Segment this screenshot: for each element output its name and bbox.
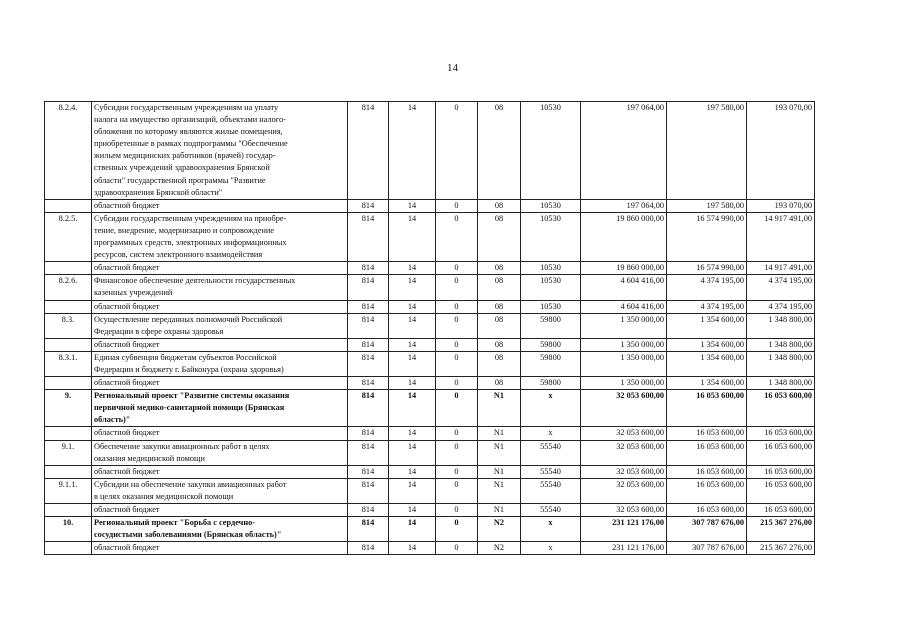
row-program-code: 14 bbox=[389, 517, 436, 542]
row-program-code: 14 bbox=[389, 313, 436, 338]
row-section-code: 08 bbox=[478, 313, 521, 338]
row-subprogram-code: 0 bbox=[436, 542, 478, 555]
row-subprogram-code: 0 bbox=[436, 427, 478, 440]
row-program-code: 14 bbox=[389, 102, 436, 200]
row-code bbox=[45, 377, 92, 390]
row-gr-code: 814 bbox=[348, 212, 389, 261]
row-direction-code: x bbox=[521, 542, 581, 555]
budget-table bbox=[44, 101, 815, 555]
row-section-code: 08 bbox=[478, 275, 521, 300]
row-amount-year2: 16 574 990,00 bbox=[667, 262, 747, 275]
row-code bbox=[45, 300, 92, 313]
row-amount-year3: 16 053 600,00 bbox=[747, 478, 815, 503]
row-amount-year1: 19 860 000,00 bbox=[581, 212, 667, 261]
row-program-code: 14 bbox=[389, 427, 436, 440]
row-direction-code: 10530 bbox=[521, 199, 581, 212]
row-section-code: N1 bbox=[478, 390, 521, 427]
row-amount-year2: 16 053 600,00 bbox=[667, 390, 747, 427]
row-gr-code: 814 bbox=[348, 377, 389, 390]
table-row bbox=[45, 465, 815, 478]
row-code bbox=[45, 465, 92, 478]
row-amount-year2: 1 354 600,00 bbox=[667, 351, 747, 376]
row-direction-code: 55540 bbox=[521, 440, 581, 465]
row-amount-year2: 16 053 600,00 bbox=[667, 478, 747, 503]
row-amount-year1: 197 064,00 bbox=[581, 102, 667, 200]
row-amount-year2: 4 374 195,00 bbox=[667, 275, 747, 300]
row-gr-code: 814 bbox=[348, 504, 389, 517]
row-direction-code: 59800 bbox=[521, 338, 581, 351]
row-amount-year2: 16 053 600,00 bbox=[667, 504, 747, 517]
row-name: Региональный проект "Развитие системы оказания первичной медико-санитарной помощи (Брянская область)" bbox=[92, 390, 348, 427]
row-program-code: 14 bbox=[389, 338, 436, 351]
row-name: областной бюджет bbox=[92, 338, 348, 351]
row-name: областной бюджет bbox=[92, 427, 348, 440]
row-gr-code: 814 bbox=[348, 390, 389, 427]
row-section-code: 08 bbox=[478, 377, 521, 390]
table-row bbox=[45, 212, 815, 261]
row-code: 9.1.1. bbox=[45, 478, 92, 503]
table-row bbox=[45, 478, 815, 503]
row-code bbox=[45, 542, 92, 555]
budget-table-body bbox=[45, 102, 815, 555]
table-row bbox=[45, 504, 815, 517]
table-row bbox=[45, 427, 815, 440]
row-amount-year1: 32 053 600,00 bbox=[581, 390, 667, 427]
row-direction-code: 59800 bbox=[521, 313, 581, 338]
table-row bbox=[45, 440, 815, 465]
row-amount-year1: 231 121 176,00 bbox=[581, 517, 667, 542]
row-amount-year1: 1 350 000,00 bbox=[581, 338, 667, 351]
row-subprogram-code: 0 bbox=[436, 465, 478, 478]
row-direction-code: x bbox=[521, 390, 581, 427]
row-amount-year2: 1 354 600,00 bbox=[667, 377, 747, 390]
row-subprogram-code: 0 bbox=[436, 212, 478, 261]
row-subprogram-code: 0 bbox=[436, 102, 478, 200]
row-name: областной бюджет bbox=[92, 262, 348, 275]
row-subprogram-code: 0 bbox=[436, 262, 478, 275]
row-amount-year3: 16 053 600,00 bbox=[747, 390, 815, 427]
row-amount-year1: 32 053 600,00 bbox=[581, 427, 667, 440]
row-section-code: 08 bbox=[478, 351, 521, 376]
row-subprogram-code: 0 bbox=[436, 351, 478, 376]
row-gr-code: 814 bbox=[348, 465, 389, 478]
table-row bbox=[45, 102, 815, 200]
row-amount-year3: 215 367 276,00 bbox=[747, 517, 815, 542]
row-name: Субсидии государственным учреждениям на уплату налога на имущество организаций, объектами налого- обложения по которому являются жилые помещения, приобретенные в рамках подпрограммы "Обеспечение жильем медицинских работников (врачей) государ- ственных учреждений здравоохранения Брянской области" государственной программы "Развитие здравоохранения Брянской области" bbox=[92, 102, 348, 200]
row-amount-year3: 1 348 800,00 bbox=[747, 338, 815, 351]
row-amount-year1: 1 350 000,00 bbox=[581, 377, 667, 390]
row-name: Финансовое обеспечение деятельности государственных казенных учреждений bbox=[92, 275, 348, 300]
row-amount-year2: 4 374 195,00 bbox=[667, 300, 747, 313]
row-program-code: 14 bbox=[389, 377, 436, 390]
row-direction-code: x bbox=[521, 427, 581, 440]
row-gr-code: 814 bbox=[348, 440, 389, 465]
row-code: 9. bbox=[45, 390, 92, 427]
row-code: 8.2.4. bbox=[45, 102, 92, 200]
row-name: Субсидии на обеспечение закупки авиационных работ в целях оказания медицинской помощи bbox=[92, 478, 348, 503]
row-amount-year2: 307 787 676,00 bbox=[667, 517, 747, 542]
row-name: Обеспечение закупки авиационных работ в целях оказания медицинской помощи bbox=[92, 440, 348, 465]
row-amount-year3: 1 348 800,00 bbox=[747, 313, 815, 338]
row-gr-code: 814 bbox=[348, 262, 389, 275]
row-section-code: N2 bbox=[478, 542, 521, 555]
row-section-code: 08 bbox=[478, 199, 521, 212]
row-program-code: 14 bbox=[389, 351, 436, 376]
row-name: областной бюджет bbox=[92, 465, 348, 478]
row-amount-year2: 197 580,00 bbox=[667, 199, 747, 212]
row-subprogram-code: 0 bbox=[436, 300, 478, 313]
row-code bbox=[45, 427, 92, 440]
row-amount-year3: 16 053 600,00 bbox=[747, 504, 815, 517]
row-section-code: N2 bbox=[478, 517, 521, 542]
row-program-code: 14 bbox=[389, 275, 436, 300]
row-amount-year3: 1 348 800,00 bbox=[747, 351, 815, 376]
row-direction-code: 10530 bbox=[521, 212, 581, 261]
row-name: Региональный проект "Борьба с сердечно- сосудистыми заболеваниями (Брянская область)" bbox=[92, 517, 348, 542]
row-name: областной бюджет bbox=[92, 199, 348, 212]
row-amount-year2: 197 580,00 bbox=[667, 102, 747, 200]
row-section-code: N1 bbox=[478, 440, 521, 465]
row-direction-code: 55540 bbox=[521, 478, 581, 503]
table-row bbox=[45, 199, 815, 212]
row-amount-year1: 1 350 000,00 bbox=[581, 351, 667, 376]
row-gr-code: 814 bbox=[348, 275, 389, 300]
table-row bbox=[45, 517, 815, 542]
table-row bbox=[45, 313, 815, 338]
row-amount-year3: 193 070,00 bbox=[747, 102, 815, 200]
row-section-code: 08 bbox=[478, 300, 521, 313]
row-name: Субсидии государственным учреждениям на приобре- тение, внедрение, модернизацию и сопровождение программных средств, электронных информационных ресурсов, систем электронного взаимодействия bbox=[92, 212, 348, 261]
row-amount-year3: 193 070,00 bbox=[747, 199, 815, 212]
row-section-code: 08 bbox=[478, 102, 521, 200]
row-section-code: N1 bbox=[478, 427, 521, 440]
row-section-code: 08 bbox=[478, 212, 521, 261]
row-amount-year3: 16 053 600,00 bbox=[747, 440, 815, 465]
row-program-code: 14 bbox=[389, 300, 436, 313]
row-amount-year1: 19 860 000,00 bbox=[581, 262, 667, 275]
row-code: 8.3.1. bbox=[45, 351, 92, 376]
row-amount-year2: 16 053 600,00 bbox=[667, 427, 747, 440]
row-program-code: 14 bbox=[389, 465, 436, 478]
row-name: областной бюджет bbox=[92, 300, 348, 313]
row-subprogram-code: 0 bbox=[436, 478, 478, 503]
table-row bbox=[45, 351, 815, 376]
row-direction-code: 59800 bbox=[521, 351, 581, 376]
row-amount-year1: 197 064,00 bbox=[581, 199, 667, 212]
row-amount-year3: 1 348 800,00 bbox=[747, 377, 815, 390]
row-amount-year3: 14 917 491,00 bbox=[747, 212, 815, 261]
row-gr-code: 814 bbox=[348, 351, 389, 376]
row-code: 8.2.5. bbox=[45, 212, 92, 261]
row-code bbox=[45, 262, 92, 275]
table-row bbox=[45, 275, 815, 300]
row-name: областной бюджет bbox=[92, 504, 348, 517]
row-code bbox=[45, 199, 92, 212]
row-amount-year2: 307 787 676,00 bbox=[667, 542, 747, 555]
row-gr-code: 814 bbox=[348, 427, 389, 440]
row-code bbox=[45, 338, 92, 351]
row-amount-year3: 215 367 276,00 bbox=[747, 542, 815, 555]
row-code bbox=[45, 504, 92, 517]
row-subprogram-code: 0 bbox=[436, 504, 478, 517]
row-direction-code: x bbox=[521, 517, 581, 542]
row-subprogram-code: 0 bbox=[436, 440, 478, 465]
row-gr-code: 814 bbox=[348, 338, 389, 351]
row-gr-code: 814 bbox=[348, 102, 389, 200]
row-program-code: 14 bbox=[389, 199, 436, 212]
row-amount-year2: 16 053 600,00 bbox=[667, 465, 747, 478]
row-subprogram-code: 0 bbox=[436, 377, 478, 390]
row-direction-code: 55540 bbox=[521, 504, 581, 517]
row-section-code: 08 bbox=[478, 338, 521, 351]
row-direction-code: 59800 bbox=[521, 377, 581, 390]
table-row bbox=[45, 300, 815, 313]
row-name: Единая субвенция бюджетам субъектов Российской Федерации и бюджету г. Байконура (охрана здоровья) bbox=[92, 351, 348, 376]
row-amount-year1: 4 604 416,00 bbox=[581, 275, 667, 300]
row-amount-year3: 4 374 195,00 bbox=[747, 275, 815, 300]
row-program-code: 14 bbox=[389, 504, 436, 517]
table-row bbox=[45, 542, 815, 555]
row-gr-code: 814 bbox=[348, 478, 389, 503]
row-amount-year3: 16 053 600,00 bbox=[747, 427, 815, 440]
page-number: 14 bbox=[447, 62, 458, 74]
row-program-code: 14 bbox=[389, 212, 436, 261]
row-amount-year1: 1 350 000,00 bbox=[581, 313, 667, 338]
row-amount-year2: 1 354 600,00 bbox=[667, 338, 747, 351]
row-name: областной бюджет bbox=[92, 377, 348, 390]
row-code: 8.2.6. bbox=[45, 275, 92, 300]
row-subprogram-code: 0 bbox=[436, 517, 478, 542]
row-direction-code: 10530 bbox=[521, 275, 581, 300]
row-amount-year3: 4 374 195,00 bbox=[747, 300, 815, 313]
row-section-code: 08 bbox=[478, 262, 521, 275]
row-subprogram-code: 0 bbox=[436, 199, 478, 212]
row-gr-code: 814 bbox=[348, 313, 389, 338]
row-amount-year1: 4 604 416,00 bbox=[581, 300, 667, 313]
row-gr-code: 814 bbox=[348, 542, 389, 555]
row-amount-year1: 32 053 600,00 bbox=[581, 504, 667, 517]
row-direction-code: 10530 bbox=[521, 102, 581, 200]
table-row bbox=[45, 262, 815, 275]
row-direction-code: 55540 bbox=[521, 465, 581, 478]
row-section-code: N1 bbox=[478, 504, 521, 517]
row-amount-year2: 1 354 600,00 bbox=[667, 313, 747, 338]
row-name: Осуществление переданных полномочий Российской Федерации в сфере охраны здоровья bbox=[92, 313, 348, 338]
row-subprogram-code: 0 bbox=[436, 275, 478, 300]
row-code: 10. bbox=[45, 517, 92, 542]
row-name: областной бюджет bbox=[92, 542, 348, 555]
row-code: 9.1. bbox=[45, 440, 92, 465]
row-gr-code: 814 bbox=[348, 300, 389, 313]
row-amount-year2: 16 053 600,00 bbox=[667, 440, 747, 465]
table-row bbox=[45, 390, 815, 427]
row-amount-year1: 32 053 600,00 bbox=[581, 465, 667, 478]
row-program-code: 14 bbox=[389, 478, 436, 503]
row-amount-year1: 32 053 600,00 bbox=[581, 478, 667, 503]
row-subprogram-code: 0 bbox=[436, 390, 478, 427]
row-program-code: 14 bbox=[389, 542, 436, 555]
row-amount-year1: 32 053 600,00 bbox=[581, 440, 667, 465]
row-subprogram-code: 0 bbox=[436, 338, 478, 351]
row-code: 8.3. bbox=[45, 313, 92, 338]
row-subprogram-code: 0 bbox=[436, 313, 478, 338]
row-direction-code: 10530 bbox=[521, 262, 581, 275]
row-gr-code: 814 bbox=[348, 517, 389, 542]
row-section-code: N1 bbox=[478, 465, 521, 478]
row-program-code: 14 bbox=[389, 440, 436, 465]
table-row bbox=[45, 377, 815, 390]
row-program-code: 14 bbox=[389, 262, 436, 275]
row-direction-code: 10530 bbox=[521, 300, 581, 313]
table-row bbox=[45, 338, 815, 351]
row-amount-year3: 14 917 491,00 bbox=[747, 262, 815, 275]
row-amount-year1: 231 121 176,00 bbox=[581, 542, 667, 555]
row-gr-code: 814 bbox=[348, 199, 389, 212]
row-amount-year2: 16 574 990,00 bbox=[667, 212, 747, 261]
row-amount-year3: 16 053 600,00 bbox=[747, 465, 815, 478]
row-section-code: N1 bbox=[478, 478, 521, 503]
row-program-code: 14 bbox=[389, 390, 436, 427]
